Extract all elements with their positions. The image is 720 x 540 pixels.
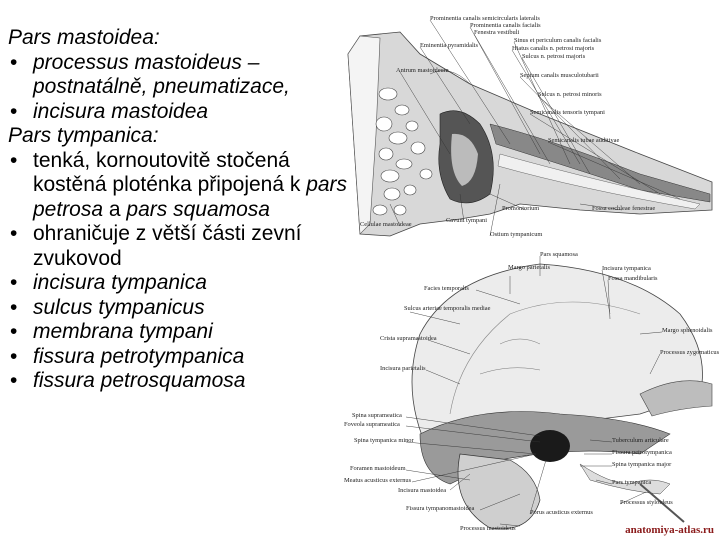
label-processus-mastoideus: Processus mastoideus — [460, 525, 516, 532]
label-processus-zygomaticus: Processus zygomaticus — [660, 349, 720, 356]
label-spina-suprameatica: Spina suprameatica — [352, 412, 402, 419]
watermark: anatomiya-atlas.ru — [625, 524, 714, 536]
bullet-fissura-petrosquamosa: • fissura petrosquamosa — [8, 369, 353, 394]
bullet-sulcus-tympanicus: • sulcus tympanicus — [8, 296, 353, 321]
label-fenestra-vestibuli: Fenestra vestibuli — [474, 29, 520, 36]
label-semicanalis-tubae: Semicanalis tubae auditivae — [548, 137, 620, 144]
bullet-incisura-mastoidea: • incisura mastoidea — [8, 100, 353, 125]
label-prominentia-canalis-semicircularis: Prominentia canalis semicircularis lateralis — [430, 15, 540, 22]
label-tuberculum-articulare: Tuberculum articulare — [612, 437, 669, 444]
label-pars-tympanica: Pars tympanica — [612, 479, 652, 486]
label-margo-parietalis: Margo parietalis — [508, 264, 550, 271]
label-eminentia-pyramidalis: Eminentia pyramidalis — [420, 42, 479, 49]
block-pars-tympanica — [8, 124, 353, 394]
anatomy-figure — [340, 14, 720, 540]
bullet-text: tenká, kornoutovitě stočená kostěná ploténka připojená k — [33, 148, 307, 196]
bullet-incisura-tympanica: • incisura tympanica — [8, 271, 353, 296]
term-pars-petrosa: pars petrosa — [33, 173, 348, 221]
block-pars-mastoidea — [8, 26, 353, 124]
label-processus-styloideus: Processus styloideus — [620, 499, 673, 506]
label-prominentia-canalis-facialis: Prominentia canalis facialis — [470, 22, 541, 29]
label-fossa-mandibularis: Fossa mandibularis — [608, 275, 658, 282]
heading-pars-mastoidea: Pars mastoidea: — [8, 26, 160, 49]
label-incisura-parietalis: Incisura parietalis — [380, 365, 426, 372]
label-foveola-suprameatica: Foveola suprameatica — [344, 421, 400, 428]
label-meatus-acusticus-externus: Meatus acusticus externus — [344, 477, 412, 484]
label-semicanalis-tensoris: Semicanalis tensoris tympani — [530, 109, 605, 116]
conjunction: a — [103, 197, 127, 221]
label-ostium-tympanicum: Ostium tympanicum — [490, 231, 543, 238]
label-incisura-mastoidea: Incisura mastoidea — [398, 487, 447, 494]
label-sulcus-n-petrosi-majoris: Sulcus n. petrosi majoris — [522, 53, 586, 60]
label-spina-tympanica-minor: Spina tympanica minor — [354, 437, 414, 444]
label-fissura-petrotympanica: Fissura petrotympanica — [612, 449, 672, 456]
label-pars-squamosa: Pars squamosa — [540, 251, 578, 258]
label-septum-canalis: Septum canalis musculotubarii — [520, 72, 599, 79]
label-sulcus-arteriae-temporalis: Sulcus arteriae temporalis mediae — [404, 305, 491, 312]
label-promontorium: Promontorium — [502, 205, 540, 212]
bullet-processus-mastoideus: • processus mastoideus – postnatálně, pneumatizace, — [8, 51, 353, 100]
label-foramen-mastoideum: Foramen mastoideum — [350, 465, 406, 472]
slide-text — [8, 26, 353, 394]
label-crista-supramastoidea: Crista supramastoidea — [380, 335, 437, 342]
heading-pars-tympanica: Pars tympanica: — [8, 124, 159, 147]
label-hiatus-canalis: Hiatus canalis n. petrosi majoris — [512, 45, 595, 52]
figure-bottom-illustration — [412, 264, 712, 529]
label-spina-tympanica-major: Spina tympanica major — [612, 461, 672, 468]
label-cavum-tympani: Cavum tympani — [446, 217, 488, 224]
bullet-tenka-plotenka — [8, 149, 353, 223]
label-margo-sphenoidalis: Margo sphenoidalis — [662, 327, 713, 334]
term-pars-squamosa: pars squamosa — [126, 197, 270, 221]
label-fossa-cochleae: Fossa cochleae fenestrae — [592, 205, 656, 212]
label-cellulae-mastoideae: Cellulae mastoideae — [360, 221, 412, 228]
bullet-zevni-zvukovod: • ohraničuje z větší části zevní zvukovod — [8, 222, 353, 271]
label-facies-temporalis: Facies temporalis — [424, 285, 469, 292]
bullet-fissura-petrotympanica: • fissura petrotympanica — [8, 345, 353, 370]
label-sinus-canalis-facialis: Sinus et periculum canalis facialis — [514, 37, 602, 44]
bullet-membrana-tympani: • membrana tympani — [8, 320, 353, 345]
label-fissura-tympanomastoidea: Fissura tympanomastoidea — [406, 505, 475, 512]
label-porus-acusticus-externus: Porus acusticus externus — [530, 509, 593, 516]
label-antrum-mastoideum: Antrum mastoideum — [396, 67, 449, 74]
label-incisura-tympanica: Incisura tympanica — [602, 265, 651, 272]
label-sulcus-n-petrosi-minoris: Sulcus n. petrosi minoris — [538, 91, 602, 98]
